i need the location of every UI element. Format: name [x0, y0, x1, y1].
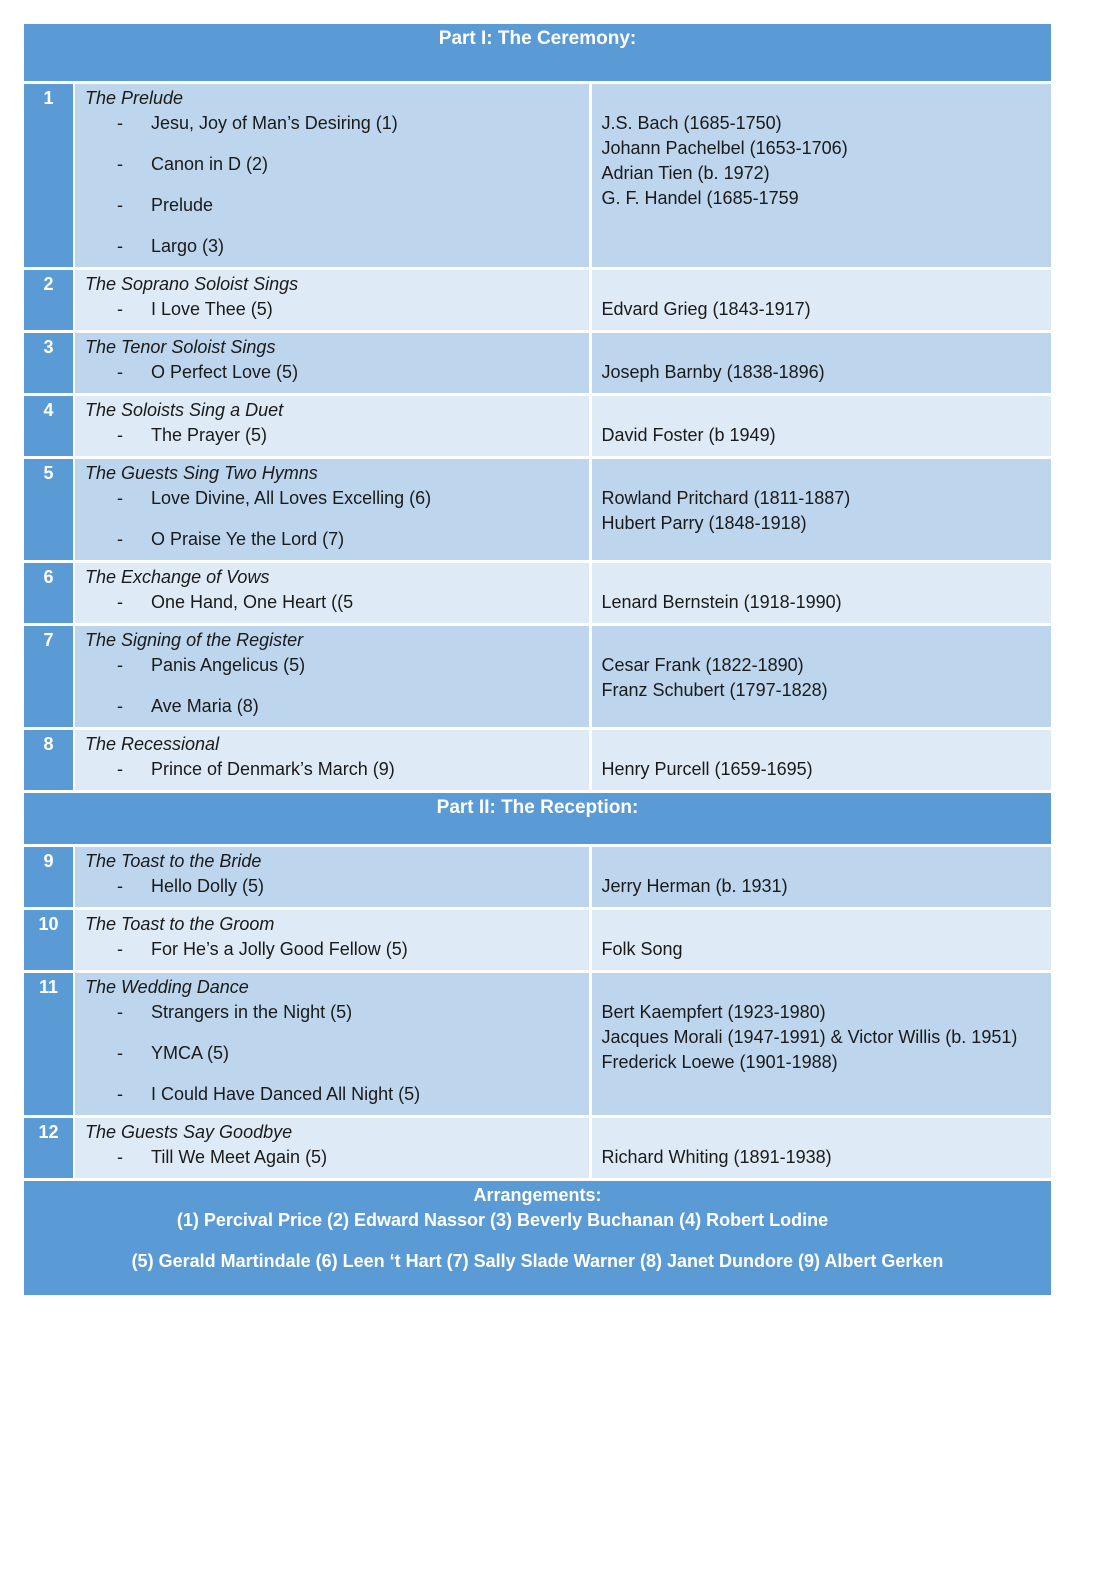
program-row [24, 846, 1051, 909]
composer-name: Cesar Frank (1822-1890) [601, 655, 804, 675]
composer-cell [590, 729, 1051, 792]
composer-name: Adrian Tien (b. 1972) [601, 163, 770, 183]
program-row [24, 458, 1051, 562]
program-cell [74, 269, 590, 332]
item-number: 10 [24, 909, 74, 972]
item-number: 9 [24, 846, 74, 909]
piece-item [85, 1082, 579, 1107]
item-heading: The Soprano Soloist Sings [85, 274, 299, 294]
piece-title: Panis Angelicus (5) [151, 655, 306, 675]
piece-item [85, 653, 579, 678]
piece-item [85, 590, 579, 615]
piece-bullet: - [117, 488, 123, 508]
composer-name: Bert Kaempfert (1923-1980) [601, 1002, 826, 1022]
piece-bullet: - [117, 299, 123, 319]
piece-title: Jesu, Joy of Man’s Desiring (1) [151, 113, 398, 133]
part1-body [24, 24, 1051, 792]
arrangements-line-1: (1) Percival Price (2) Edward Nassor (3) Beverly Buchanan (4) Robert Lodine [176, 1210, 829, 1230]
piece-bullet: - [117, 113, 123, 133]
item-number: 2 [24, 269, 74, 332]
piece-title: The Prayer (5) [151, 425, 268, 445]
piece-bullet: - [117, 1147, 123, 1167]
composer-cell [590, 1117, 1051, 1180]
program-row [24, 1117, 1051, 1180]
program-row [24, 729, 1051, 792]
part2-title: Part II: The Reception: [24, 792, 1051, 846]
item-number: 8 [24, 729, 74, 792]
piece-bullet: - [117, 1002, 123, 1022]
item-heading: The Wedding Dance [85, 977, 249, 997]
piece-item [85, 486, 579, 511]
composer-name: David Foster (b 1949) [601, 425, 776, 445]
composer-name: Jerry Herman (b. 1931) [601, 876, 788, 896]
program-cell [74, 846, 590, 909]
piece-item [85, 1000, 579, 1025]
composer-cell [590, 562, 1051, 625]
composer-cell [590, 972, 1051, 1117]
piece-title: I Love Thee (5) [151, 299, 273, 319]
item-number: 4 [24, 395, 74, 458]
composer-cell [590, 458, 1051, 562]
item-heading: The Exchange of Vows [85, 567, 270, 587]
piece-bullet: - [117, 759, 123, 779]
piece-title: Love Divine, All Loves Excelling (6) [151, 488, 432, 508]
item-heading: The Toast to the Groom [85, 914, 275, 934]
composer-name: Folk Song [601, 939, 683, 959]
piece-bullet: - [117, 696, 123, 716]
program-cell [74, 83, 590, 269]
piece-item [85, 111, 579, 136]
composer-name: Henry Purcell (1659-1695) [601, 759, 813, 779]
piece-item [85, 1041, 579, 1066]
composer-name: Joseph Barnby (1838-1896) [601, 362, 825, 382]
piece-item [85, 234, 579, 259]
piece-title: Prelude [151, 195, 214, 215]
item-heading: The Tenor Soloist Sings [85, 337, 276, 357]
piece-title: Strangers in the Night (5) [151, 1002, 353, 1022]
piece-list [85, 360, 579, 385]
program-cell [74, 625, 590, 729]
item-number: 7 [24, 625, 74, 729]
program-row [24, 332, 1051, 395]
composer-name: Lenard Bernstein (1918-1990) [601, 592, 842, 612]
piece-item [85, 360, 579, 385]
piece-title: Canon in D (2) [151, 154, 269, 174]
piece-bullet: - [117, 529, 123, 549]
program-cell [74, 729, 590, 792]
piece-item [85, 874, 579, 899]
item-number: 3 [24, 332, 74, 395]
piece-bullet: - [117, 1084, 123, 1104]
piece-title: Largo (3) [151, 236, 225, 256]
composer-name: Hubert Parry (1848-1918) [601, 513, 807, 533]
part1-title: Part I: The Ceremony: [24, 24, 1051, 83]
program-cell [74, 909, 590, 972]
composer-cell [590, 83, 1051, 269]
program-document [24, 24, 1051, 1295]
piece-item [85, 937, 579, 962]
piece-bullet: - [117, 154, 123, 174]
item-heading: The Recessional [85, 734, 220, 754]
piece-list [85, 297, 579, 322]
piece-list [85, 423, 579, 448]
piece-list [85, 874, 579, 899]
part1-header-row [24, 24, 1051, 83]
piece-title: Ave Maria (8) [151, 696, 259, 716]
part2-body [24, 792, 1051, 1180]
composer-name: Johann Pachelbel (1653-1706) [601, 138, 848, 158]
piece-item [85, 694, 579, 719]
composer-name: Richard Whiting (1891-1938) [601, 1147, 832, 1167]
piece-bullet: - [117, 876, 123, 896]
composer-name: J.S. Bach (1685-1750) [601, 113, 782, 133]
piece-bullet: - [117, 195, 123, 215]
program-row [24, 909, 1051, 972]
item-heading: The Soloists Sing a Duet [85, 400, 284, 420]
composer-name: Frederick Loewe (1901-1988) [601, 1052, 838, 1072]
program-row [24, 625, 1051, 729]
piece-title: Prince of Denmark’s March (9) [151, 759, 395, 779]
composer-cell [590, 332, 1051, 395]
item-number: 5 [24, 458, 74, 562]
composer-name: Rowland Pritchard (1811-1887) [601, 488, 851, 508]
program-row [24, 972, 1051, 1117]
piece-list [85, 486, 579, 552]
part2-header-row [24, 792, 1051, 846]
program-cell [74, 395, 590, 458]
piece-bullet: - [117, 425, 123, 445]
piece-title: O Praise Ye the Lord (7) [151, 529, 345, 549]
piece-title: YMCA (5) [151, 1043, 230, 1063]
arrangements-row [24, 1180, 1051, 1296]
piece-list [85, 653, 579, 719]
piece-item [85, 527, 579, 552]
composer-cell [590, 395, 1051, 458]
piece-bullet: - [117, 362, 123, 382]
piece-bullet: - [117, 236, 123, 256]
piece-title: One Hand, One Heart ((5 [151, 592, 354, 612]
item-heading: The Toast to the Bride [85, 851, 262, 871]
item-number: 1 [24, 83, 74, 269]
composer-name: G. F. Handel (1685-1759 [601, 188, 799, 208]
piece-bullet: - [117, 592, 123, 612]
piece-list [85, 590, 579, 615]
program-cell [74, 332, 590, 395]
item-number: 11 [24, 972, 74, 1117]
composer-cell [590, 846, 1051, 909]
composer-cell [590, 269, 1051, 332]
piece-item [85, 193, 579, 218]
piece-title: I Could Have Danced All Night (5) [151, 1084, 421, 1104]
composer-cell [590, 909, 1051, 972]
composer-name: Franz Schubert (1797-1828) [601, 680, 828, 700]
item-heading: The Prelude [85, 88, 184, 108]
piece-item [85, 152, 579, 177]
program-table [24, 24, 1051, 1295]
program-cell [74, 562, 590, 625]
arrangements-line-2: (5) Gerald Martindale (6) Leen ‘t Hart (7) Sally Slade Warner (8) Janet Dundore (9) Albert Gerken [131, 1251, 944, 1271]
program-row [24, 562, 1051, 625]
piece-item [85, 1145, 579, 1170]
composer-name: Edvard Grieg (1843-1917) [601, 299, 811, 319]
arrangements-cell [24, 1180, 1051, 1296]
piece-bullet: - [117, 655, 123, 675]
program-row [24, 269, 1051, 332]
piece-bullet: - [117, 1043, 123, 1063]
piece-title: Till We Meet Again (5) [151, 1147, 328, 1167]
piece-item [85, 423, 579, 448]
piece-list [85, 757, 579, 782]
program-cell [74, 1117, 590, 1180]
program-cell [74, 458, 590, 562]
piece-item [85, 757, 579, 782]
composer-cell [590, 625, 1051, 729]
item-heading: The Guests Say Goodbye [85, 1122, 293, 1142]
piece-bullet: - [117, 939, 123, 959]
arrangements-title: Arrangements: [473, 1185, 602, 1205]
piece-title: O Perfect Love (5) [151, 362, 299, 382]
piece-title: Hello Dolly (5) [151, 876, 265, 896]
program-cell [74, 972, 590, 1117]
composer-name: Jacques Morali (1947-1991) & Victor Willis (b. 1951) [601, 1027, 1018, 1047]
item-number: 12 [24, 1117, 74, 1180]
piece-list [85, 1000, 579, 1107]
piece-list [85, 111, 579, 259]
arrangements-body [24, 1180, 1051, 1296]
program-row [24, 395, 1051, 458]
program-row [24, 83, 1051, 269]
piece-title: For He’s a Jolly Good Fellow (5) [151, 939, 408, 959]
piece-list [85, 1145, 579, 1170]
piece-list [85, 937, 579, 962]
piece-item [85, 297, 579, 322]
item-number: 6 [24, 562, 74, 625]
item-heading: The Signing of the Register [85, 630, 304, 650]
item-heading: The Guests Sing Two Hymns [85, 463, 318, 483]
